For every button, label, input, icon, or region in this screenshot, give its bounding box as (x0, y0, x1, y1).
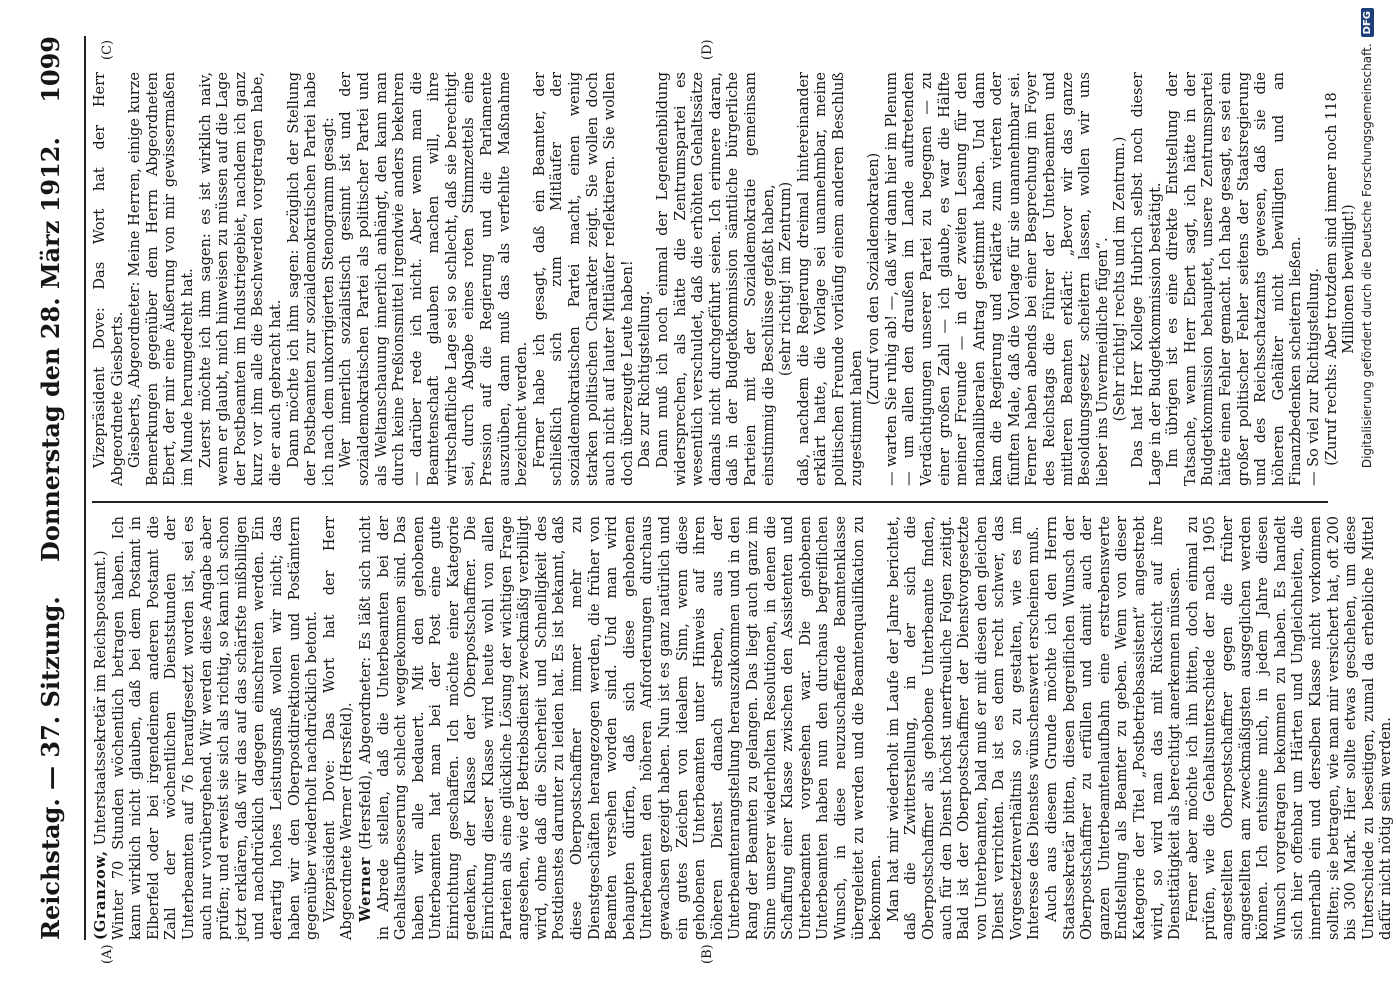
interjection: (Zuruf rechts: Aber trotzdem sind immer noch 118 Millionen bewilligt!) (1323, 92, 1358, 466)
credit-text: Digitalisierung gefördert durch die Deutsche Forschungsgemeinschaft. (1360, 43, 1374, 469)
paragraph: Das hat Herr Kollege Hubrich selbst noch dieser Lage in der Budgetkommission bestätigt. (1130, 72, 1164, 486)
paragraph: daß, nachdem die Regierung dreimal hintereinander erklärt hatte, die Vorlage sei unannehmbar, meine politischen Freunde vorläufig einem anderen Beschluß zugestimmt haben (795, 72, 865, 486)
page-header (36, 36, 76, 940)
paragraph: Winter 70 Stunden wöchentlich betragen haben. Ich kann wirklich nicht glauben, daß bei dem Postamt in Elberfeld oder bei irgendeinem anderen Postamt die Zahl der wöchentlichen Dienststunden der Unterbeamten auf 76 heraufgesetzt worden ist, sei es auch nur vorübergehend. Wir werden diese Angabe aber prüfen; und erweist sie sich als richtig, so kann ich schon jetzt erklären, daß wir das auf das schärfste mißbilligen und nachdrücklich dagegen einschreiten werden. Ein derartig hohes Leistungsmaß wollen wir nicht; das haben wir den Oberpostdirektionen und Postämtern gegenüber wiederholt nachdrücklich betont. (110, 516, 321, 940)
paragraph: — So viel zur Richtigstellung. (1305, 267, 1322, 486)
paragraph: Dann muß ich noch einmal der Legendenbildung widersprechen, als hätte die Zentrumspartei es wesentlich verschuldet, daß die erhöhten Gehaltssätze damals nicht durchgeführt seien. Ich erinnere daran, daß in der Budgetkommission sämtliche bürgerliche Parteien mit der Sozialdemokratie gemeinsam einstimmig die Beschlüsse gefaßt haben, (655, 72, 777, 486)
right-column (92, 72, 1383, 486)
paragraph: Dann möchte ich ihm sagen: bezüglich der Stellung der Postbeamten zur sozialdemokratischen Partei habe ich nach dem unkorrigierten Stenogramm gesagt: (285, 72, 337, 486)
interjection: (sehr richtig! im Zentrum) (778, 181, 795, 377)
interjection: (Zuruf von den Sozialdemokraten) (866, 152, 883, 406)
page-number: 1099 (36, 36, 65, 103)
header-left: Reichstag. — 37. Sitzung. (36, 596, 65, 940)
paragraph: Im übrigen ist es eine direkte Entstellung der Tatsache, wenn Herr Ebert sagt, ich hätte in der Budgetkommission behauptet, unsere Zentrumspartei hätte einen Fehler gemacht. Ich habe gesagt, es sei ein großer politischer Fehler seitens der Staatsregierung und des Reichsschatzamts gewesen, daß sie die höheren Gehälter nicht bewilligten und an Finanzbedenken scheitern ließen. (1165, 72, 1305, 486)
paragraph: Das zur Richtigstellung. (637, 290, 654, 468)
margin-marker-d: (D) (700, 39, 715, 60)
column-divider (92, 501, 1328, 503)
paragraph: Man hat mir wiederholt im Laufe der Jahre berichtet, daß die Zwitterstellung, in der sich die Oberpostschaffner als gehobene Unterbeamte finden, auch für den Dienst höchst unerfreuliche Folgen zeitigt. Bald ist der Oberpostschaffner der Dienstvorgesetzte von Unterbeamten, bald muß er mit diesen den gleichen Dienst verrichten. Da ist es denn recht schwer, das Vorgesetztenverhältnis so zu gestalten, wie es im Interesse des Dienstes wünschenswert erscheinen muß. (885, 516, 1043, 940)
digitization-credit (1357, 8, 1377, 993)
margin-marker-a: (A) (100, 944, 115, 964)
header-center: Donnerstag den 28. März 1912. (36, 137, 65, 562)
paragraph: — warten Sie ruhig ab! —, daß wir dann hier im Plenum — um allen den draußen im Lande auftretenden Verdächtigungen unserer Partei zu begegnen — zu einer großen Zahl — ich glaube, es war die Hälfte meiner Freunde — in der zweiten Lesung für den nationalliberalen Antrag gestimmt haben. Und dann kam die Regierung und erklärte zum vierten oder fünften Male, daß die Vorlage für sie unannehmbar sei. Ferner haben abends bei einer Besprechung im Foyer des Reichstags die Führer der Unterbeamten und mittleren Beamten erklärt: „Bevor wir das ganze Besoldungsgesetz scheitern lassen, wollen wir uns lieber ins Unvermeidliche fügen“. (883, 72, 1111, 486)
paragraph: Vizepräsident Dove: Das Wort hat der Herr Abgeordnete Giesberts. (92, 72, 126, 486)
margin-marker-c: (C) (100, 39, 115, 60)
dfg-logo: DFG (1361, 8, 1374, 37)
margin-marker-b: (B) (700, 944, 715, 964)
paragraph: Werner (Hersfeld), Abgeordneter: Es läßt sich nicht in Abrede stellen, daß die Unterbeamten bei der Gehaltsaufbesserung schlecht weggekommen sind. Das haben wir alle bedauert. Mit den gehobenen Unterbeamten hat man bei der Post eine gute Einrichtung geschaffen. Ich möchte einer Kategorie gedenken, der Klasse der Oberpostschaffner. Die Einrichtung dieser Klasse wird heute wohl von allen Parteien als eine glückliche Lösung der wichtigen Frage angesehen, wie der Betriebsdienst zweckmäßig verbilligt wird, ohne daß die Sicherheit und Schnelligkeit des Postdienstes darunter zu leiden hat. Es ist bekannt, daß diese Oberpostschaffner immer mehr zu Dienstgeschäften herangezogen werden, die früher von Beamten versehen worden sind. Und man wird behaupten dürfen, daß sich diese gehobenen Unterbeamten den höheren Anforderungen durchaus gewachsen gezeigt haben. Nun ist es ganz natürlich und ein gutes Zeichen von idealem Sinn, wenn diese gehobenen Unterbeamten unter Hinweis auf ihren höheren Dienst danach streben, aus der Unterbeamtenrangstellung herauszukommen und in den Rang der Beamten zu gelangen. Das liegt auch ganz im Sinne unserer wiederholten Resolutionen, in denen die Schaffung einer Klasse zwischen den Assistenten und Unterbeamten vorgesehen war. Die gehobenen Unterbeamten haben nun den durchaus begreiflichen Wunsch, in diese neuzuschaffende Beamtenklasse übergeleitet zu werden und die Beamtenqualifikation zu bekommen. (356, 515, 885, 940)
paragraph: Zuerst möchte ich ihm sagen: es ist wirklich naiv, wenn er glaubt, mich hinweisen zu müssen auf die Lage der Postbeamten im Industriegebiet, nachdem ich ganz kurz vor ihm alle die Beschwerden vorgetragen habe, die er auch gebracht hat. (197, 72, 284, 486)
paragraph: Auch aus diesem Grunde möchte ich den Herrn Staatssekretär bitten, diesen begreiflichen Wunsch der Oberpostschaffner zu erfüllen und damit auch der ganzen Unterbeamtenlaufbahn eine erstrebenswerte Endstellung als Beamter zu geben. Wenn von dieser Kategorie der Titel „Postbetriebsassistent“ angestrebt wird, so wird man das mit Rücksicht auf ihre Diensttätigkeit als berechtigt anerkennen müssen. (1044, 516, 1184, 940)
paragraph: Vizepräsident Dove: Das Wort hat der Herr Abgeordnete Werner (Hersfeld). (321, 516, 356, 940)
paragraph: (Granzow, Unterstaatssekretär im Reichspostamt.) (92, 550, 109, 940)
paragraph: Giesberts, Abgeordneter: Meine Herren, einige kurze Bemerkungen gegenüber dem Herrn Abgeordneten Ebert, der mir eine Äußerung von mir gewissermaßen im Munde herumgedreht hat. (127, 72, 196, 486)
interjection: (Sehr richtig! rechts und im Zentrum.) (1112, 136, 1129, 422)
quote-paragraph: Wer innerlich sozialistisch gesinnt ist und der sozialdemokratischen Partei als politischer Partei und als Weltanschauung innerlich anhängt, den kann man durch keine Preßionsmittel irgendwie anders bekehren — darüber rede ich nicht. Aber wenn man die Beamtenschaft glauben machen will, ihre wirtschaftliche Lage sei so schlecht, daß sie berechtigt sei, durch Abgabe eines roten Stimmzettels eine Pression auf die Regierung und die Parlamente auszuüben, dann muß das als verfehlte Maßnahme bezeichnet werden. (338, 72, 531, 486)
header-rule (84, 36, 86, 940)
left-column (92, 515, 1395, 940)
paragraph: Ferner aber möchte ich ihn bitten, doch einmal zu prüfen, wie die Gehaltsunterschiede der nach 1905 angestellten Oberpostschaffner gegen die früher angestellten am zweckmäßigsten ausgeglichen werden können. Ich entsinne mich, in jedem Jahre diesen Wunsch vorgetragen bekommen zu haben. Es handelt sich hier offenbar um Härten und Ungleichheiten, die innerhalb ein und derselben Klasse nicht vorkommen sollten; sie betragen, wie man mir versichert hat, oft 200 bis 300 Mark. Hier sollte etwas geschehen, um diese Unterschiede zu beseitigen, zumal da erhebliche Mittel dafür nicht nötig sein werden. (1184, 516, 1395, 940)
paragraph: Ferner habe ich gesagt, daß ein Beamter, der schließlich sich zum Mitläufer der sozialdemokratischen Partei macht, einen wenig starken politischen Charakter zeigt. Sie wollen doch auch nicht auf lauter Mitläufer reflektieren. Sie wollen doch überzeugte Leute haben! (531, 72, 636, 486)
